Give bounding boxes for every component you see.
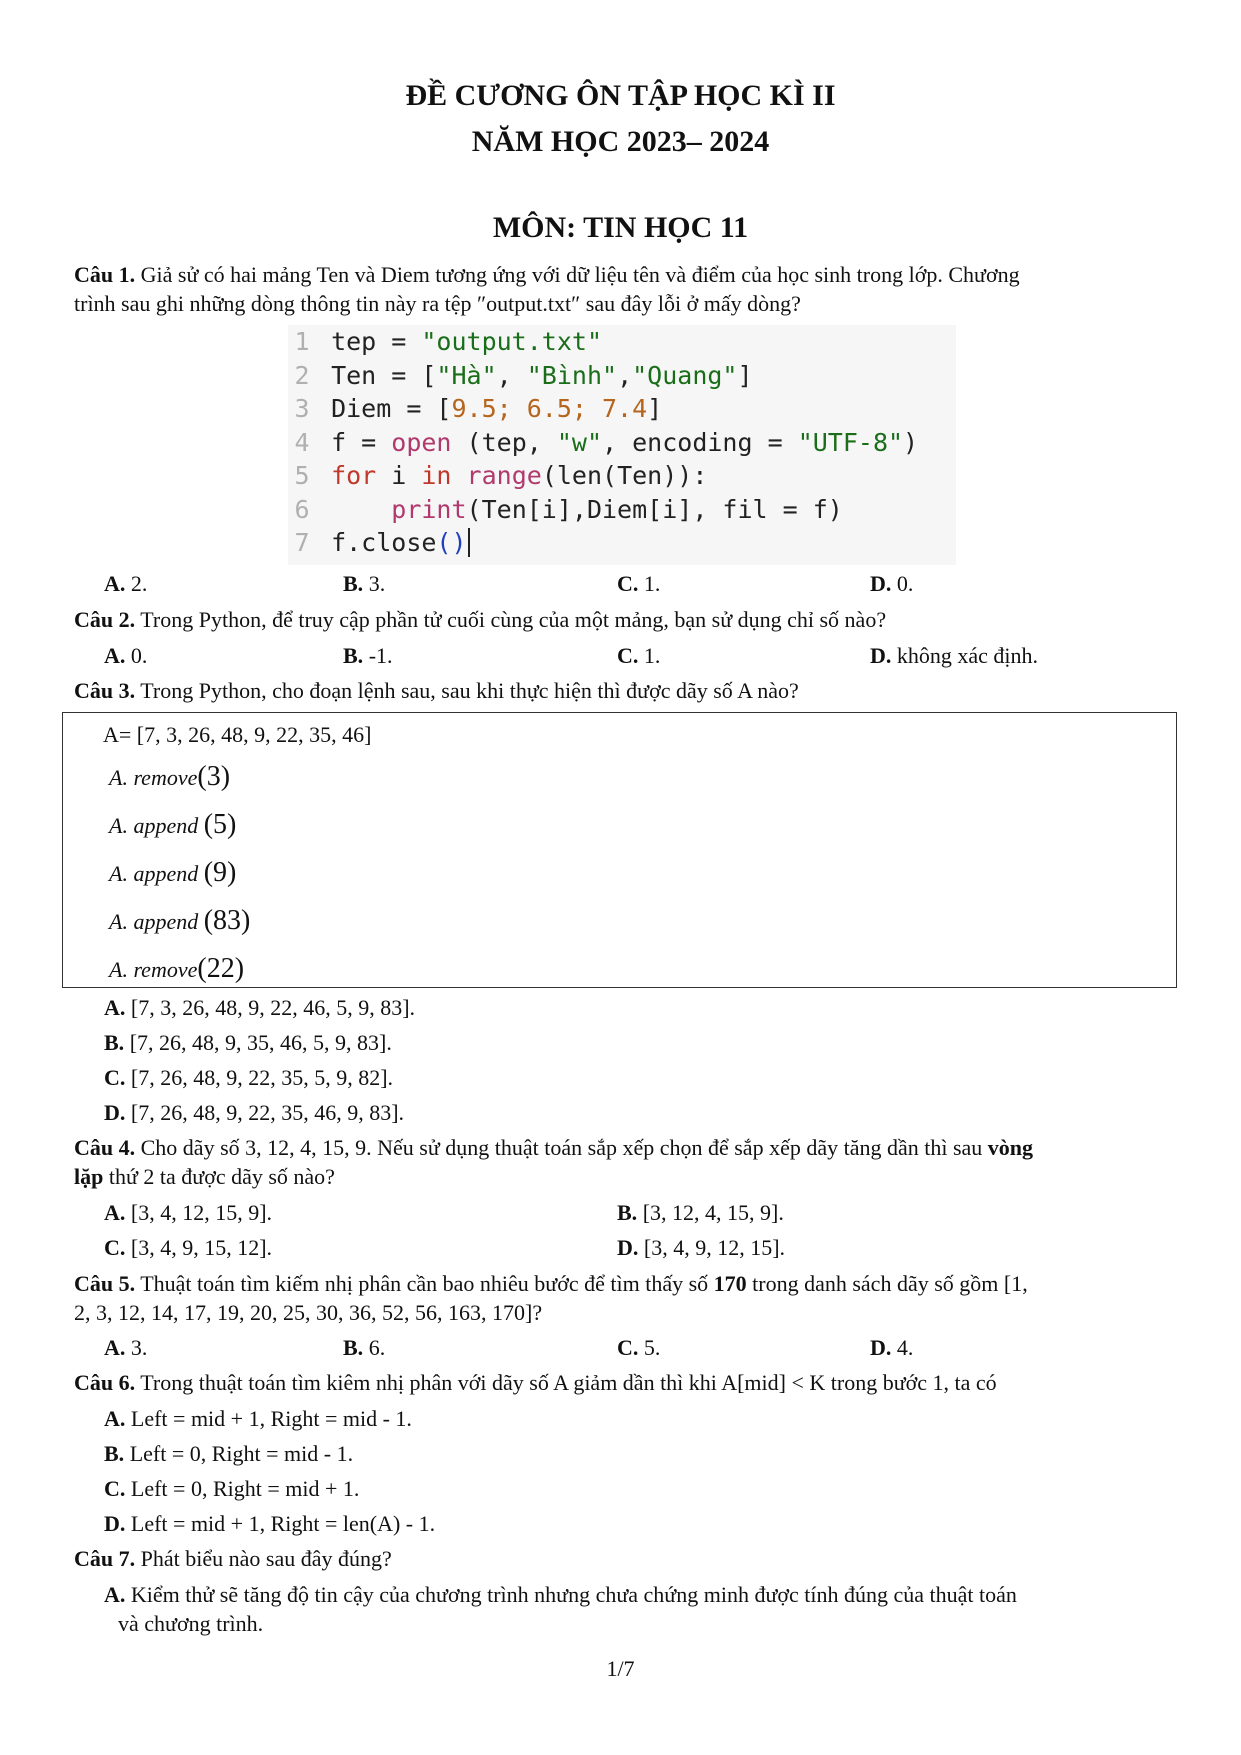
question-3-label: Câu 3. bbox=[74, 678, 136, 703]
question-7-body: Phát biểu nào sau đây đúng? bbox=[135, 1546, 392, 1571]
option-d bbox=[104, 1099, 404, 1128]
code-token: ) bbox=[903, 427, 919, 457]
line-number: 1 bbox=[294, 327, 310, 356]
option-text: 0. bbox=[125, 643, 148, 668]
code-string: "output.txt" bbox=[421, 327, 602, 356]
option-key: A. bbox=[104, 1200, 126, 1225]
option-text: 1. bbox=[638, 643, 661, 668]
option-key: B. bbox=[104, 1441, 125, 1466]
question-2-options bbox=[104, 642, 1184, 672]
option-b bbox=[617, 1199, 784, 1228]
option-c bbox=[104, 1475, 359, 1504]
box-statement bbox=[109, 807, 236, 843]
question-4-options-row-1 bbox=[104, 1199, 1184, 1229]
box-statement bbox=[109, 855, 236, 891]
option-a bbox=[104, 994, 415, 1023]
option-key: B. bbox=[617, 1200, 638, 1225]
option-a-line-2: và chương trình. bbox=[118, 1611, 264, 1636]
option-text: Kiểm thử sẽ tăng độ tin cậy của chương trình nhưng chưa chứng minh được tính đúng của thuật toán bbox=[125, 1582, 1017, 1607]
code-builtin: range bbox=[466, 461, 542, 490]
option-key: A. bbox=[104, 995, 126, 1020]
option-text: [7, 3, 26, 48, 9, 22, 46, 5, 9, 83]. bbox=[125, 995, 416, 1020]
box-statement bbox=[109, 951, 244, 987]
option-a bbox=[104, 1199, 272, 1228]
question-6-body: Trong thuật toán tìm kiêm nhị phân với dãy số A giảm dần thì khi A[mid] < K trong bước 1, ta có bbox=[135, 1370, 997, 1395]
code-token: ] bbox=[647, 394, 663, 423]
question-4-text-line-2 bbox=[74, 1163, 1174, 1192]
line-number: 5 bbox=[294, 461, 310, 490]
code-builtin: open bbox=[391, 427, 452, 457]
option-text: Left = mid + 1, Right = len(A) - 1. bbox=[125, 1511, 436, 1536]
option-b bbox=[343, 642, 393, 671]
option-text: Left = 0, Right = mid - 1. bbox=[124, 1441, 354, 1466]
option-key: B. bbox=[104, 1030, 125, 1055]
code-box bbox=[62, 712, 1177, 988]
option-c bbox=[617, 570, 660, 599]
code-token: f = bbox=[331, 427, 392, 457]
question-2-text bbox=[74, 606, 1174, 635]
code-token: , bbox=[496, 360, 527, 390]
code-token: i bbox=[376, 461, 422, 490]
option-text: 5. bbox=[638, 1335, 661, 1360]
option-key: C. bbox=[104, 1235, 126, 1260]
option-d bbox=[870, 642, 1038, 671]
option-d bbox=[617, 1234, 785, 1263]
option-text: [3, 4, 12, 15, 9]. bbox=[125, 1200, 273, 1225]
code-token: ] bbox=[737, 360, 753, 390]
statement-arg: (5) bbox=[203, 809, 237, 840]
code-token: Ten = [ bbox=[331, 360, 437, 390]
line-number: 7 bbox=[294, 528, 310, 557]
question-4-bold: vòng bbox=[987, 1135, 1034, 1160]
option-text: [3, 4, 9, 15, 12]. bbox=[125, 1235, 273, 1260]
code-line-6 bbox=[288, 493, 956, 527]
box-statement bbox=[109, 903, 250, 939]
code-string: "w" bbox=[556, 427, 603, 457]
subject-title: MÔN: TIN HỌC 11 bbox=[492, 211, 749, 244]
question-5-text-line-2: 2, 3, 12, 14, 17, 19, 20, 25, 30, 36, 52, 56, 163, 170]? bbox=[74, 1300, 543, 1325]
option-text: 3. bbox=[363, 571, 386, 596]
code-keyword: in bbox=[421, 461, 452, 490]
option-key: D. bbox=[870, 643, 892, 668]
question-1-label: Câu 1. bbox=[74, 262, 136, 287]
code-token: (tep, bbox=[451, 427, 557, 457]
question-4-label: Câu 4. bbox=[74, 1135, 136, 1160]
question-3-body: Trong Python, cho đoạn lệnh sau, sau khi thực hiện thì được dãy số A nào? bbox=[135, 678, 799, 703]
code-line-5 bbox=[288, 459, 956, 493]
option-key: D. bbox=[870, 571, 892, 596]
option-text: [3, 4, 9, 12, 15]. bbox=[638, 1235, 786, 1260]
option-key: D. bbox=[617, 1235, 639, 1260]
code-line-3 bbox=[288, 392, 956, 426]
question-6-label: Câu 6. bbox=[74, 1370, 136, 1395]
code-token: tep = bbox=[331, 327, 422, 356]
option-d bbox=[870, 1334, 913, 1363]
question-4-body: Cho dãy số 3, 12, 4, 15, 9. Nếu sử dụng thuật toán sắp xếp chọn để sắp xếp dãy tăng dần thì sau bbox=[135, 1135, 988, 1160]
code-paren: () bbox=[436, 528, 467, 557]
line-number: 2 bbox=[294, 360, 310, 390]
code-token: (Ten[i],Diem[i], fil = f) bbox=[466, 494, 843, 524]
statement-arg: (3) bbox=[197, 761, 231, 792]
question-3-text bbox=[74, 677, 1174, 706]
statement-call: A. append bbox=[109, 861, 204, 886]
box-array-line: A= [7, 3, 26, 48, 9, 22, 35, 46] bbox=[103, 722, 372, 747]
question-7-label: Câu 7. bbox=[74, 1546, 136, 1571]
option-key: D. bbox=[870, 1335, 892, 1360]
option-text: 6. bbox=[363, 1335, 386, 1360]
question-1-text bbox=[74, 261, 1174, 290]
code-string: "UTF-8" bbox=[797, 427, 904, 457]
question-5-body: trong danh sách dãy số gồm [1, bbox=[746, 1271, 1028, 1296]
option-text: 3. bbox=[125, 1335, 148, 1360]
question-4-options-row-2 bbox=[104, 1234, 1184, 1264]
option-a bbox=[104, 570, 147, 599]
option-a bbox=[104, 642, 147, 671]
code-block bbox=[288, 325, 956, 565]
code-token bbox=[451, 461, 466, 490]
statement-arg: (22) bbox=[197, 953, 245, 984]
question-5-body: Thuật toán tìm kiếm nhị phân cần bao nhiêu bước để tìm thấy số bbox=[135, 1271, 714, 1296]
option-text: [7, 26, 48, 9, 22, 35, 5, 9, 82]. bbox=[125, 1065, 394, 1090]
option-key: A. bbox=[104, 1335, 126, 1360]
option-text: Left = 0, Right = mid + 1. bbox=[125, 1476, 360, 1501]
option-key: D. bbox=[104, 1511, 126, 1536]
option-key: C. bbox=[617, 571, 639, 596]
question-1-options bbox=[104, 570, 1184, 600]
question-5-label: Câu 5. bbox=[74, 1271, 136, 1296]
option-text: không xác định. bbox=[891, 643, 1039, 668]
option-key: B. bbox=[343, 643, 364, 668]
code-token: , bbox=[617, 360, 633, 390]
code-token: Diem = [ bbox=[331, 394, 452, 423]
option-key: A. bbox=[104, 1582, 126, 1607]
option-key: A. bbox=[104, 571, 126, 596]
code-token: , encoding = bbox=[602, 427, 798, 457]
code-line-4 bbox=[288, 426, 956, 460]
question-4-text bbox=[74, 1134, 1174, 1163]
option-c bbox=[617, 1334, 660, 1363]
page-number: 1/7 bbox=[606, 1656, 635, 1681]
line-number: 3 bbox=[294, 394, 310, 423]
option-text: -1. bbox=[363, 643, 393, 668]
option-text: [3, 12, 4, 15, 9]. bbox=[637, 1200, 784, 1225]
code-indent bbox=[331, 495, 391, 524]
question-2-label: Câu 2. bbox=[74, 607, 136, 632]
code-number: 9.5; 6.5; 7.4 bbox=[451, 394, 648, 423]
option-a bbox=[104, 1405, 412, 1434]
question-5-options bbox=[104, 1334, 1184, 1364]
option-text: 2. bbox=[125, 571, 148, 596]
title-line-2: NĂM HỌC 2023– 2024 bbox=[471, 125, 770, 158]
option-text: [7, 26, 48, 9, 22, 35, 46, 9, 83]. bbox=[125, 1100, 405, 1125]
option-key: B. bbox=[343, 571, 364, 596]
code-string: "Bình" bbox=[526, 360, 618, 390]
title-line-1: ĐỀ CƯƠNG ÔN TẬP HỌC KÌ II bbox=[405, 79, 836, 112]
code-line-2 bbox=[288, 359, 956, 393]
statement-call: A. append bbox=[109, 813, 204, 838]
box-statement bbox=[109, 759, 230, 795]
option-a bbox=[104, 1334, 147, 1363]
line-number: 4 bbox=[294, 427, 310, 457]
option-c bbox=[617, 642, 660, 671]
option-key: B. bbox=[343, 1335, 364, 1360]
option-b bbox=[104, 1029, 392, 1058]
question-7-text bbox=[74, 1545, 1174, 1574]
question-1-line-1: Giả sử có hai mảng Ten và Diem tương ứng với dữ liệu tên và điểm của học sinh trong lớp. Chương bbox=[135, 262, 1020, 287]
question-2-body: Trong Python, để truy cập phần tử cuối cùng của một mảng, bạn sử dụng chỉ số nào? bbox=[135, 607, 887, 632]
statement-call: A. remove bbox=[109, 765, 198, 790]
option-d bbox=[104, 1510, 435, 1539]
statement-call: A. remove bbox=[109, 957, 198, 982]
question-4-bold: lặp bbox=[74, 1164, 104, 1189]
text-cursor bbox=[468, 528, 470, 557]
option-key: C. bbox=[104, 1065, 126, 1090]
statement-arg: (83) bbox=[203, 905, 251, 936]
option-text: [7, 26, 48, 9, 35, 46, 5, 9, 83]. bbox=[124, 1030, 392, 1055]
code-builtin: print bbox=[391, 494, 467, 524]
statement-arg: (9) bbox=[203, 857, 237, 888]
option-text: 0. bbox=[891, 571, 914, 596]
question-5-bold: 170 bbox=[713, 1271, 747, 1296]
question-1-text-line-2: trình sau ghi những dòng thông tin này ra tệp ″output.txt″ sau đây lỗi ở mấy dòng? bbox=[74, 291, 801, 316]
code-keyword: for bbox=[331, 461, 377, 490]
line-number: 6 bbox=[294, 494, 310, 524]
option-key: C. bbox=[617, 643, 639, 668]
question-4-body: thứ 2 ta được dãy số nào? bbox=[103, 1164, 335, 1189]
option-b bbox=[343, 1334, 385, 1363]
code-string: "Quang" bbox=[632, 360, 738, 390]
option-b bbox=[104, 1440, 353, 1469]
code-string: "Hà" bbox=[436, 360, 497, 390]
option-text: 1. bbox=[638, 571, 661, 596]
option-text: 4. bbox=[891, 1335, 914, 1360]
option-text: Left = mid + 1, Right = mid - 1. bbox=[125, 1406, 412, 1431]
code-token: (len(Ten)): bbox=[541, 461, 708, 490]
question-6-text bbox=[74, 1369, 1174, 1398]
option-key: A. bbox=[104, 1406, 126, 1431]
code-token: f.close bbox=[331, 528, 437, 557]
option-c bbox=[104, 1234, 272, 1263]
option-b bbox=[343, 570, 385, 599]
option-key: C. bbox=[617, 1335, 639, 1360]
option-key: D. bbox=[104, 1100, 126, 1125]
question-5-text bbox=[74, 1270, 1174, 1299]
code-line-1 bbox=[288, 325, 956, 359]
code-line-7 bbox=[288, 526, 956, 560]
option-c bbox=[104, 1064, 393, 1093]
option-key: A. bbox=[104, 643, 126, 668]
option-d bbox=[870, 570, 913, 599]
option-key: C. bbox=[104, 1476, 126, 1501]
option-a bbox=[104, 1581, 1017, 1610]
statement-call: A. append bbox=[109, 909, 204, 934]
